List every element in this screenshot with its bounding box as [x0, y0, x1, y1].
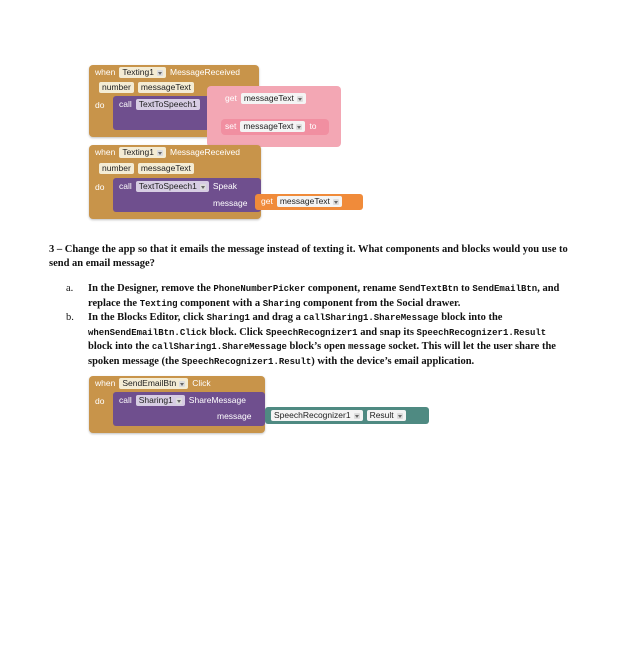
call-header [119, 181, 237, 192]
method-name: Speak [212, 181, 237, 191]
event-header [95, 378, 211, 389]
item-b-text: In the Blocks Editor, click Sharing1 and drag a callSharing1.ShareMessage block into the whenSendEmailBtn.Click block. Click SpeechRecognizer1 and snap its SpeechRecognizer1.Result block into the callSharing1.ShareMessage block’s open message socket. This will let the user share the spoken message (the SpeechRecognizer1.Result) with the device’s email application. [88, 312, 556, 367]
question-text: 3 – Change the app so that it emails the message instead of texting it. What components and blocks would you use to send an email message? [49, 244, 568, 269]
when-keyword: when [95, 147, 116, 157]
chevron-down-icon [333, 199, 339, 205]
value-component-dropdown[interactable]: SpeechRecognizer1 [271, 410, 363, 421]
event-name: Click [192, 378, 211, 388]
event-params [99, 163, 194, 174]
item-b [66, 311, 566, 369]
call-header [119, 99, 200, 110]
get-message-text-block[interactable] [225, 93, 306, 104]
method-name[interactable]: TextToSpeech1 [136, 99, 200, 110]
when-keyword: when [95, 378, 116, 388]
item-a-text: In the Designer, remove the PhoneNumberPicker component, rename SendTextBtn to SendEmailBtn, and replace the Texting component with a Sharing component from the Social drawer. [88, 283, 560, 309]
event-name: MessageReceived [170, 147, 240, 157]
question-3 [49, 243, 569, 270]
to-keyword: to [309, 121, 317, 131]
chevron-down-icon [200, 184, 206, 190]
param-number[interactable]: number [99, 163, 134, 174]
chevron-down-icon [176, 398, 182, 404]
chevron-down-icon [296, 124, 302, 130]
call-keyword: call [119, 99, 132, 109]
component-dropdown[interactable]: Texting1 [119, 67, 166, 78]
set-message-text-block [225, 121, 317, 132]
chevron-down-icon [354, 413, 360, 419]
value-property-dropdown[interactable]: Result [367, 410, 406, 421]
block-group-2 [89, 145, 364, 221]
chevron-down-icon [157, 70, 163, 76]
event-header [95, 147, 240, 158]
chevron-down-icon [179, 381, 185, 387]
block-group-3 [89, 376, 429, 436]
when-keyword: when [95, 67, 116, 77]
call-keyword: call [119, 181, 132, 191]
method-name: ShareMessage [188, 395, 246, 405]
event-params [99, 82, 194, 93]
do-keyword: do [95, 396, 105, 406]
chevron-down-icon [397, 413, 403, 419]
event-name: MessageReceived [170, 67, 240, 77]
component-dropdown[interactable]: Texting1 [119, 147, 166, 158]
component-dropdown[interactable]: SendEmailBtn [119, 378, 188, 389]
get-variable-dropdown[interactable]: messageText [241, 93, 306, 104]
chevron-down-icon [297, 96, 303, 102]
get-keyword: get [225, 93, 237, 103]
param-message-text[interactable]: messageText [138, 82, 194, 93]
param-number[interactable]: number [99, 82, 134, 93]
message-arg-label: message [213, 198, 248, 208]
item-a [66, 282, 566, 311]
method-component-dropdown[interactable]: Sharing1 [136, 395, 185, 406]
set-variable-dropdown[interactable]: messageText [240, 121, 305, 132]
param-message-text[interactable]: messageText [138, 163, 194, 174]
method-component-dropdown[interactable]: TextToSpeech1 [136, 181, 209, 192]
call-header [119, 395, 246, 406]
message-arg-label: message [217, 411, 252, 421]
get-row [261, 196, 342, 207]
event-header [95, 67, 240, 78]
block-group-1 [89, 65, 341, 147]
set-keyword: set [225, 121, 237, 131]
item-a-marker: a. [66, 283, 74, 294]
chevron-down-icon [157, 150, 163, 156]
do-keyword: do [95, 100, 105, 110]
call-keyword: call [119, 395, 132, 405]
get-variable-dropdown[interactable]: messageText [277, 196, 342, 207]
getter-row [271, 410, 406, 421]
do-keyword: do [95, 182, 105, 192]
item-b-marker: b. [66, 312, 74, 323]
get-keyword: get [261, 196, 273, 206]
